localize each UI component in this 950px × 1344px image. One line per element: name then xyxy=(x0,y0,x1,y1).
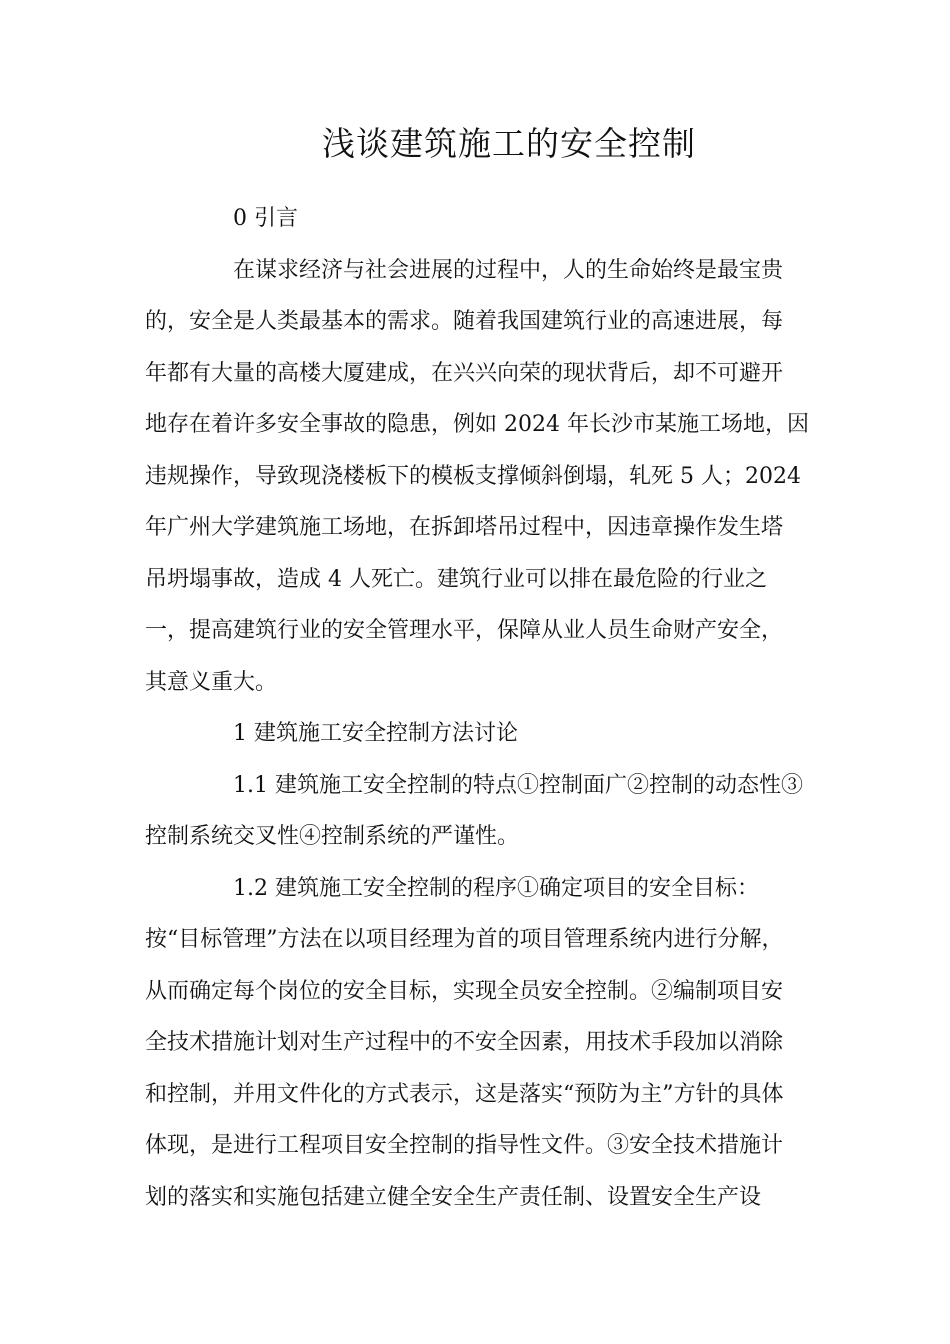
paragraph-1-2 xyxy=(145,863,805,1224)
text-line: 1 建筑施工安全控制方法讨论 xyxy=(233,721,518,746)
text-line: 全技术措施计划对生产过程中的不安全因素，用技术手段加以消除 xyxy=(145,1030,784,1055)
document-body xyxy=(145,193,809,1223)
text-line: 违规操作，导致现浇楼板下的模板支撑倾斜倒塌，轧死 5 人；2024 xyxy=(145,463,801,489)
text-line: 地存在着许多安全事故的隐患，例如 2024 年长沙市某施工场地，因 xyxy=(145,412,809,437)
section-heading-intro xyxy=(145,193,805,245)
text-line: 年都有大量的高楼大厦建成，在兴兴向荣的现状背后，却不可避开 xyxy=(145,360,784,386)
text-line: 1.2 建筑施工安全控制的程序①确定项目的安全目标： xyxy=(233,875,759,901)
text-line: 体现，是进行工程项目安全控制的指导性文件。③安全技术措施计 xyxy=(145,1133,784,1158)
text-line: 0 引言 xyxy=(233,206,298,231)
section-heading-1 xyxy=(145,708,805,760)
paragraph-1-1 xyxy=(145,760,805,863)
text-line: 的，安全是人类最基本的需求。随着我国建筑行业的高速进展，每 xyxy=(145,309,784,334)
text-line: 在谋求经济与社会进展的过程中，人的生命始终是最宝贵 xyxy=(233,257,784,283)
text-line: 划的落实和实施包括建立健全安全生产责任制、设置安全生产设 xyxy=(145,1184,762,1210)
text-line: 1.1 建筑施工安全控制的特点①控制面广②控制的动态性③ xyxy=(233,772,803,798)
text-line: 年广州大学建筑施工场地，在拆卸塔吊过程中，因违章操作发生塔 xyxy=(145,515,784,540)
paragraph-intro-body xyxy=(145,245,809,709)
text-line: 控制系统交叉性④控制系统的严谨性。 xyxy=(145,824,520,849)
text-line: 一，提高建筑行业的安全管理水平，保障从业人员生命财产安全， xyxy=(145,618,784,643)
text-line: 其意义重大。 xyxy=(145,669,278,695)
text-line: 和控制，并用文件化的方式表示，这是落实“预防为主”方针的具体 xyxy=(145,1081,784,1107)
text-line: 从而确定每个岗位的安全目标，实现全员安全控制。②编制项目安 xyxy=(145,978,784,1004)
text-line: 吊坍塌事故，造成 4 人死亡。建筑行业可以排在最危险的行业之 xyxy=(145,566,767,592)
text-line: 按“目标管理”方法在以项目经理为首的项目管理系统内进行分解， xyxy=(145,927,784,952)
document-title: 浅谈建筑施工的安全控制 xyxy=(322,124,696,163)
